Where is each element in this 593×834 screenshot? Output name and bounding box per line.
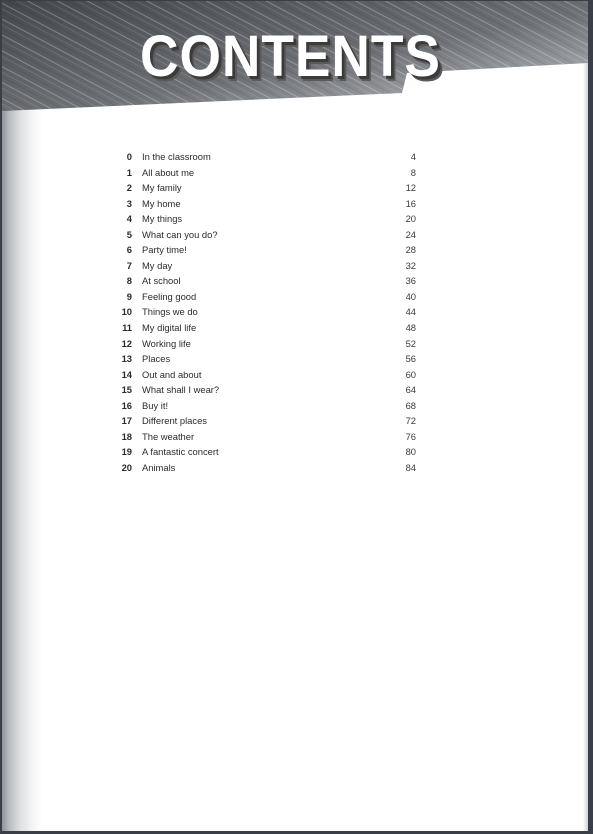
- toc-row: [112, 180, 422, 196]
- unit-number: 6: [126, 244, 132, 256]
- unit-number: 3: [126, 197, 132, 209]
- unit-title: All about me: [142, 166, 195, 178]
- toc-row: [112, 149, 422, 165]
- table-of-contents: [112, 149, 422, 475]
- unit-number: 15: [121, 384, 132, 396]
- toc-row: [112, 367, 422, 383]
- page-edge-shadow: [583, 1, 588, 831]
- toc-row: [112, 398, 422, 414]
- toc-row: [112, 444, 422, 460]
- toc-row: [112, 196, 422, 212]
- toc-row: [112, 211, 422, 227]
- page-number: 72: [405, 415, 416, 427]
- page-number: 64: [405, 384, 416, 396]
- unit-title: Party time!: [142, 244, 187, 256]
- unit-title: What shall I wear?: [142, 384, 220, 396]
- page-number: 8: [410, 166, 416, 178]
- page-number: 84: [405, 461, 416, 473]
- page-number: 68: [405, 399, 416, 411]
- toc-row: [112, 460, 422, 476]
- page-number: 24: [405, 228, 416, 240]
- unit-title: Working life: [142, 337, 191, 349]
- unit-number: 12: [121, 337, 132, 349]
- unit-number: 10: [121, 306, 132, 318]
- page-number: 52: [405, 337, 416, 349]
- toc-row: [112, 273, 422, 289]
- unit-number: 5: [126, 228, 132, 240]
- unit-number: 7: [126, 259, 132, 271]
- unit-title: Buy it!: [142, 399, 169, 411]
- unit-number: 11: [122, 322, 132, 334]
- page-number: 12: [405, 182, 416, 194]
- unit-number: 20: [121, 461, 132, 473]
- unit-title: Things we do: [142, 306, 198, 318]
- page-number: 4: [410, 151, 416, 162]
- toc-row: [112, 242, 422, 258]
- unit-title: My family: [142, 182, 182, 194]
- page-number: 56: [405, 353, 416, 365]
- unit-title: My digital life: [142, 322, 197, 334]
- unit-number: 16: [121, 399, 132, 411]
- toc-row: [112, 258, 422, 274]
- unit-title: My things: [142, 213, 183, 225]
- toc-row: [112, 413, 422, 429]
- page-number: 44: [405, 306, 416, 318]
- unit-title: Places: [142, 353, 171, 365]
- unit-number: 8: [126, 275, 132, 287]
- unit-title: What can you do?: [142, 228, 218, 240]
- unit-title: My day: [142, 259, 173, 271]
- unit-number: 1: [126, 166, 132, 178]
- toc-row: [112, 382, 422, 398]
- unit-title: Out and about: [142, 368, 202, 380]
- toc-row: [112, 304, 422, 320]
- toc-row: [112, 336, 422, 352]
- unit-number: 19: [121, 446, 132, 458]
- unit-title: Feeling good: [142, 290, 197, 302]
- toc-row: [112, 351, 422, 367]
- unit-title: In the classroom: [142, 151, 211, 162]
- page-number: 28: [405, 244, 416, 256]
- document-page: [2, 1, 588, 831]
- page-number: 36: [405, 275, 416, 287]
- toc-row: [112, 429, 422, 445]
- toc-row: [112, 320, 422, 336]
- toc-row: [112, 165, 422, 181]
- page-number: 60: [405, 368, 416, 380]
- unit-title: The weather: [142, 430, 195, 442]
- unit-title: A fantastic concert: [142, 446, 219, 458]
- page-spine-shadow: [2, 1, 42, 831]
- page-number: 76: [405, 430, 416, 442]
- page-number: 48: [405, 322, 416, 334]
- unit-number: 4: [126, 213, 132, 225]
- toc-row: [112, 289, 422, 305]
- unit-number: 14: [121, 368, 132, 380]
- unit-number: 17: [121, 415, 132, 427]
- page-number: 32: [405, 259, 416, 271]
- unit-number: 2: [126, 182, 132, 194]
- unit-number: 18: [121, 430, 132, 442]
- page-number: 80: [405, 446, 416, 458]
- page-number: 40: [405, 290, 416, 302]
- unit-number: 0: [126, 151, 132, 162]
- page-number: 16: [405, 197, 416, 209]
- page-title: CONTENTS: [140, 24, 441, 89]
- unit-title: Different places: [142, 415, 207, 427]
- unit-title: At school: [142, 275, 181, 287]
- unit-title: Animals: [142, 461, 176, 473]
- unit-number: 13: [121, 353, 132, 365]
- unit-number: 9: [126, 290, 132, 302]
- toc-row: [112, 227, 422, 243]
- unit-title: My home: [142, 197, 181, 209]
- page-number: 20: [405, 213, 416, 225]
